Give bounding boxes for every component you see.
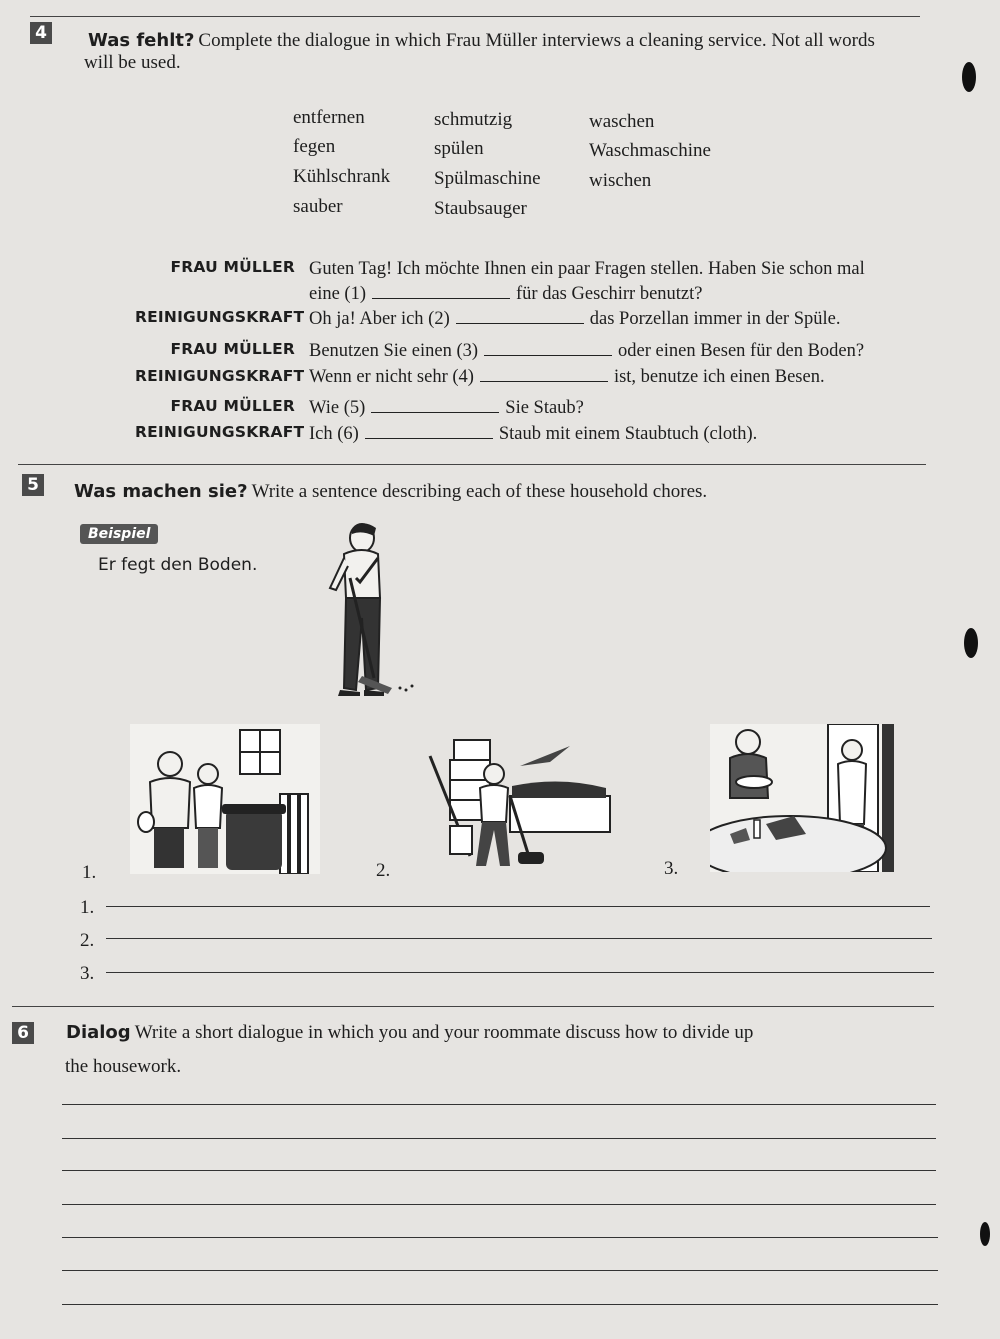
example-sentence: Er fegt den Boden. xyxy=(98,555,258,575)
blank-2[interactable] xyxy=(456,309,584,324)
dialog-line-6[interactable] xyxy=(62,1270,938,1271)
answer-1-number: 1. xyxy=(80,897,95,918)
dialog-line-7[interactable] xyxy=(62,1304,938,1305)
binder-hole-top xyxy=(962,62,976,92)
picture-1-trash xyxy=(130,724,320,874)
speaker-reinigungskraft: REINIGUNGSKRAFT xyxy=(135,423,305,441)
answer-line-3[interactable] xyxy=(106,972,934,973)
ex6-rule xyxy=(12,1006,934,1007)
ex6-instruction: Dialog Write a short dialogue in which you and your roommate discuss how to divide up xyxy=(66,1022,754,1043)
ex5-instruction: Was machen sie? Write a sentence describing each of these household chores. xyxy=(74,481,708,502)
word-bank-item: Kühlschrank xyxy=(293,166,391,187)
word-bank-item: sauber xyxy=(293,196,343,217)
dialogue-line-3: Benutzen Sie einen (3) oder einen Besen für den Boden? xyxy=(309,341,865,361)
sweeping-man-illustration xyxy=(300,518,430,708)
dialogue-line-1a: Guten Tag! Ich möchte Ihnen ein paar Fragen stellen. Haben Sie schon mal xyxy=(309,259,865,279)
word-bank-item: Waschmaschine xyxy=(589,140,711,161)
word-bank-item: Spülmaschine xyxy=(434,168,541,189)
blank-6[interactable] xyxy=(365,424,493,439)
dialog-line-4[interactable] xyxy=(62,1204,936,1205)
trash-scene-illustration xyxy=(130,724,320,874)
answer-line-2[interactable] xyxy=(106,938,932,939)
speaker-frau-mueller: FRAU MÜLLER xyxy=(170,340,295,358)
dialogue-line-6: Ich (6) Staub mit einem Staubtuch (cloth). xyxy=(309,424,758,444)
binder-hole-bottom xyxy=(980,1222,990,1246)
vacuum-scene-illustration xyxy=(420,726,616,876)
ex6-title: Dialog xyxy=(66,1022,131,1043)
ex5-rule xyxy=(18,464,926,465)
word-bank-item: schmutzig xyxy=(434,109,513,130)
speaker-reinigungskraft: REINIGUNGSKRAFT xyxy=(135,367,305,385)
ex4-instruction-line2: will be used. xyxy=(84,52,181,73)
table-scene-illustration xyxy=(710,724,894,872)
dialog-line-3[interactable] xyxy=(62,1170,936,1171)
word-bank-item: wischen xyxy=(589,170,652,191)
word-bank-item: fegen xyxy=(293,136,336,157)
ex4-instruction xyxy=(88,30,938,52)
dialogue-line-5: Wie (5) Sie Staub? xyxy=(309,398,584,418)
blank-1[interactable] xyxy=(372,284,510,299)
picture-2-vacuum xyxy=(420,726,616,876)
answer-2-number: 2. xyxy=(80,930,95,951)
answer-line-1[interactable] xyxy=(106,906,930,907)
ex4-badge: 4 xyxy=(30,22,52,44)
word-bank-item: spülen xyxy=(434,138,484,159)
answer-3-number: 3. xyxy=(80,963,95,984)
binder-hole-middle xyxy=(964,628,978,658)
picture-2-label: 2. xyxy=(376,860,391,881)
ex6-badge: 6 xyxy=(12,1022,34,1044)
word-bank-item: Staubsauger xyxy=(434,198,527,219)
picture-1-label: 1. xyxy=(82,862,97,883)
ex4-title: Was fehlt? xyxy=(88,30,195,51)
dialogue-line-4: Wenn er nicht sehr (4) ist, benutze ich einen Besen. xyxy=(309,367,825,387)
blank-3[interactable] xyxy=(484,341,612,356)
top-rule xyxy=(30,16,920,17)
picture-3-table xyxy=(710,724,894,872)
beispiel-label: Beispiel xyxy=(80,524,158,544)
blank-5[interactable] xyxy=(371,398,499,413)
dialog-line-1[interactable] xyxy=(62,1104,936,1105)
ex6-instruction-line2: the housework. xyxy=(65,1056,182,1077)
word-bank-item: waschen xyxy=(589,111,655,132)
picture-3-label: 3. xyxy=(664,858,679,879)
word-bank-item: entfernen xyxy=(293,107,365,128)
ex4-instruction-line1: Complete the dialogue in which Frau Müller interviews a cleaning service. Not all words xyxy=(198,30,875,51)
ex5-title: Was machen sie? xyxy=(74,481,248,502)
dialog-line-5[interactable] xyxy=(62,1237,938,1238)
dialogue-line-1b: eine (1) für das Geschirr benutzt? xyxy=(309,284,703,304)
speaker-frau-mueller: FRAU MÜLLER xyxy=(170,397,295,415)
ex5-badge: 5 xyxy=(22,474,44,496)
speaker-frau-mueller: FRAU MÜLLER xyxy=(170,258,295,276)
dialog-line-2[interactable] xyxy=(62,1138,936,1139)
dialogue-line-2: Oh ja! Aber ich (2) das Porzellan immer in der Spüle. xyxy=(309,309,841,329)
blank-4[interactable] xyxy=(480,367,608,382)
speaker-reinigungskraft: REINIGUNGSKRAFT xyxy=(135,308,305,326)
